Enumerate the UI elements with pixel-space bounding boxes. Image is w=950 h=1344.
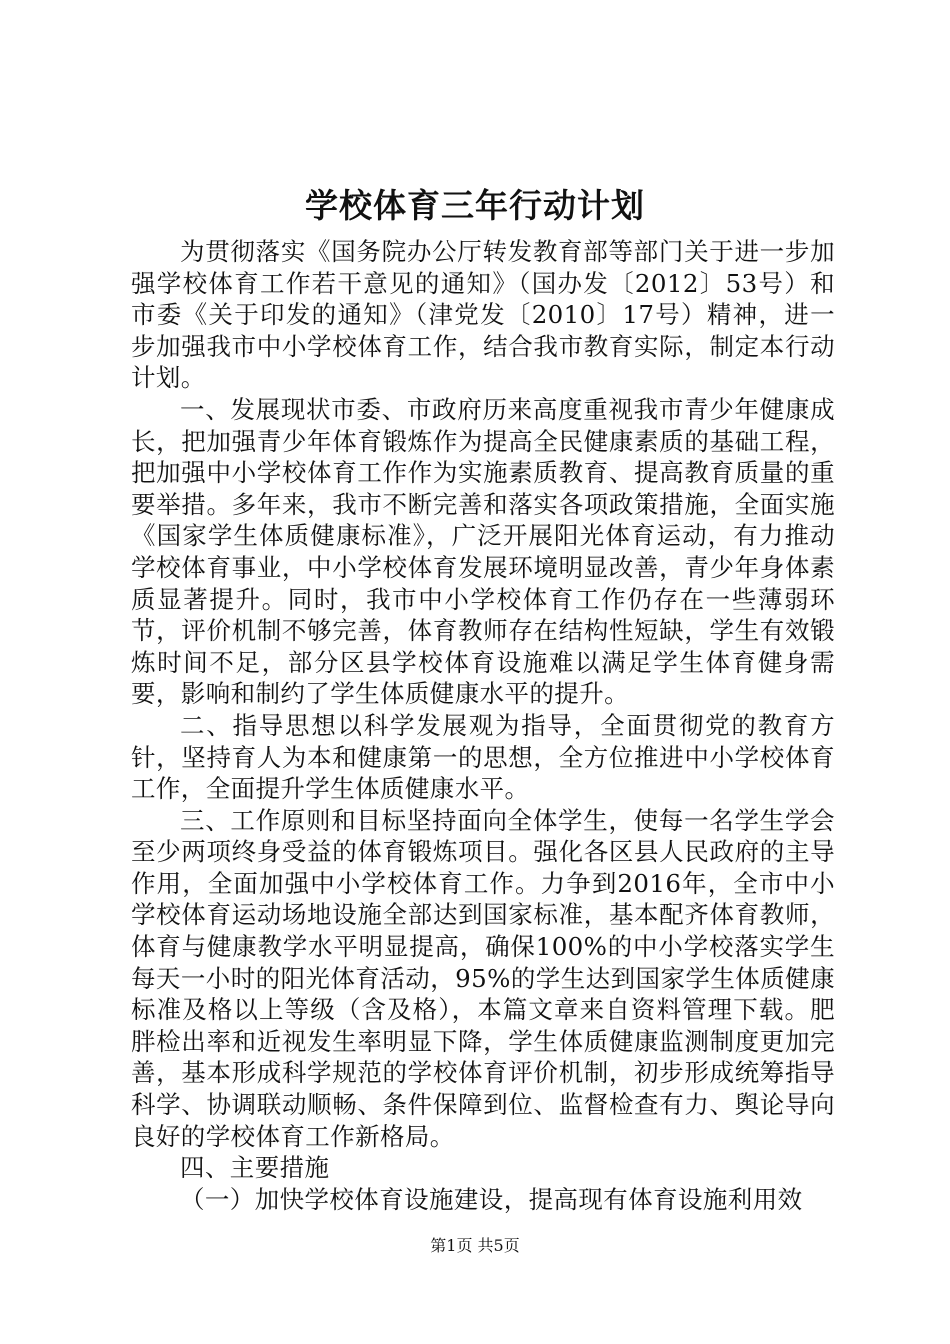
page-footer: 第1页 共5页 (430, 1236, 520, 1255)
section-2-paragraph: 二、指导思想以科学发展观为指导，全面贯彻党的教育方针，坚持育人为本和健康第一的思想，全方位推进中小学校体育工作，全面提升学生体质健康水平。 (131, 710, 835, 804)
subsection-1-paragraph: （一）加快学校体育设施建设，提高现有体育设施利用效 (180, 1184, 803, 1214)
section-3-paragraph: 三、工作原则和目标坚持面向全体学生，使每一名学生学会至少两项终身受益的体育锻炼项目。强化各区县人民政府的主导作用，全面加强中小学校体育工作。力争到2016年，全市中小学校体育运动场地设施全部达到国家标准，基本配齐体育教师，体育与健康教学水平明显提高，确保100%的中小学校落实学生每天一小时的阳光体育活动，95%的学生达到国家学生体质健康标准及格以上等级（含及格），本篇文章来自资料管理下载。肥胖检出率和近视发生率明显下降，学生体质健康监测制度更加完善，基本形成科学规范的学校体育评价机制，初步形成统筹指导科学、协调联动顺畅、条件保障到位、监督检查有力、舆论导向良好的学校体育工作新格局。 (131, 805, 835, 1151)
document-body (131, 236, 835, 1215)
document-title: 学校体育三年行动计划 (305, 186, 645, 225)
intro-paragraph: 为贯彻落实《国务院办公厅转发教育部等部门关于进一步加强学校体育工作若干意见的通知》（国办发〔2012〕53号）和市委《关于印发的通知》（津党发〔2010〕17号）精神，进一步加强我市中小学校体育工作，结合我市教育实际，制定本行动计划。 (131, 237, 835, 393)
section-1-paragraph: 一、发展现状市委、市政府历来高度重视我市青少年健康成长，把加强青少年体育锻炼作为提高全民健康素质的基础工程，把加强中小学校体育工作作为实施素质教育、提高教育质量的重要举措。多年来，我市不断完善和落实各项政策措施，全面实施《国家学生体质健康标准》，广泛开展阳光体育运动，有力推动学校体育事业，中小学校体育发展环境明显改善，青少年身体素质显著提升。同时，我市中小学校体育工作仍存在一些薄弱环节，评价机制不够完善，体育教师存在结构性短缺，学生有效锻炼时间不足，部分区县学校体育设施难以满足学生体育健身需要，影响和制约了学生体质健康水平的提升。 (131, 394, 835, 709)
section-4-heading: 四、主要措施 (180, 1153, 330, 1183)
